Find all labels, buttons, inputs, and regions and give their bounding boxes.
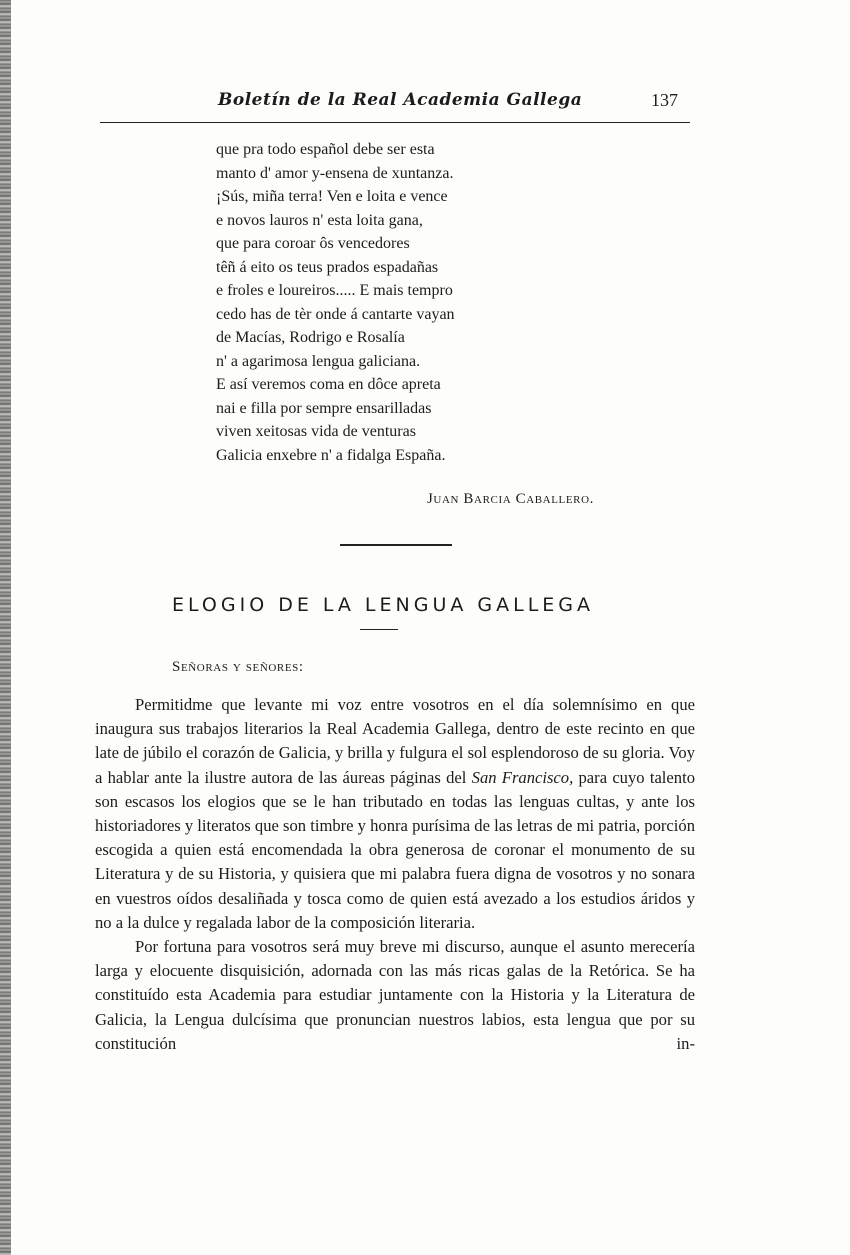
header-rule	[100, 122, 690, 123]
poem-line: cedo has de tèr onde á cantarte vayan	[216, 305, 455, 323]
poem-line: de Macías, Rodrigo e Rosalía	[216, 329, 405, 346]
article-title: ELOGIO DE LA LENGUA GALLEGA	[172, 594, 595, 616]
paragraph-text: para cuyo talento son escasos los elogios que se le han tributado en todas las lenguas cultas, y ante los historiadores y literatos que son timbre y honra purísima de las letras de mi patria, porción escogida a quien está encomendada la obra generosa de coronar el monumento de su Literatura y de su Historia, y quisiera que mi palabra fuera digna de vosotros y no sonara en vuestros oídos desaliñada y tosca como de quien está avezado a los estudios áridos y no a la dulce y regalada labor de la composición literaria.	[95, 767, 695, 932]
poem-line: e froles e loureiros..... E mais tempro	[216, 282, 453, 299]
running-title: Boletín de la Real Academia Gallega	[218, 90, 583, 110]
page-binding-edge	[0, 0, 11, 1255]
salutation: Señoras y señores:	[172, 659, 304, 675]
poem-line: têñ á eito os teus prados espadañas	[216, 258, 439, 276]
poem-line: viven xeitosas vida de venturas	[216, 423, 416, 440]
title-underline	[360, 629, 398, 630]
poem-line: e novos lauros n' esta loita gana,	[216, 211, 423, 229]
poem-line: que para coroar ôs vencedores	[216, 235, 410, 252]
paragraph-text: Permitidme que levante mi voz entre vosotros en el día solemnísimo en que inaugura sus trabajos literarios la Real Academia Gallega, dentro de este recinto en que late de júbilo el corazón de Galicia, y brilla y fulgura el sol esplendoroso de su gloria. Voy a hablar ante la ilustre autora de las áureas páginas del	[95, 695, 695, 787]
body-paragraph	[95, 693, 695, 935]
body-paragraph: Por fortuna para vosotros será muy breve mi discurso, aunque el asunto merecería larga y elocuente disquisición, adornada con las más ricas galas de la Retórica. Se ha constituído esta Academia para estudiar juntamente con la Historia y la Literatura de Galicia, la Lengua dulcísima que pronuncian nuestros labios, esta lengua que por su constitución in-	[95, 937, 695, 1053]
poem-line: ¡Sús, miña terra! Ven e loita e vence	[216, 188, 448, 205]
page-number: 137	[651, 90, 678, 110]
page-header	[218, 90, 678, 116]
article-body	[95, 693, 695, 1056]
poem-line: nai e filla por sempre ensarilladas	[216, 399, 432, 417]
poem-line: manto d' amor y-ensena de xuntanza.	[216, 164, 454, 182]
section-divider	[340, 544, 452, 546]
poem-author-signature: Juan Barcia Caballero.	[427, 491, 595, 507]
poem-line: Galicia enxebre n' a fidalga España.	[216, 446, 446, 464]
poem-line: n' a agarimosa lengua galiciana.	[216, 352, 421, 370]
poem-line: que pra todo español debe ser esta	[216, 141, 435, 158]
book-title-italic: San Francisco,	[471, 767, 574, 787]
poem-line: E así veremos coma en dôce apreta	[216, 376, 441, 393]
poem	[216, 138, 576, 467]
